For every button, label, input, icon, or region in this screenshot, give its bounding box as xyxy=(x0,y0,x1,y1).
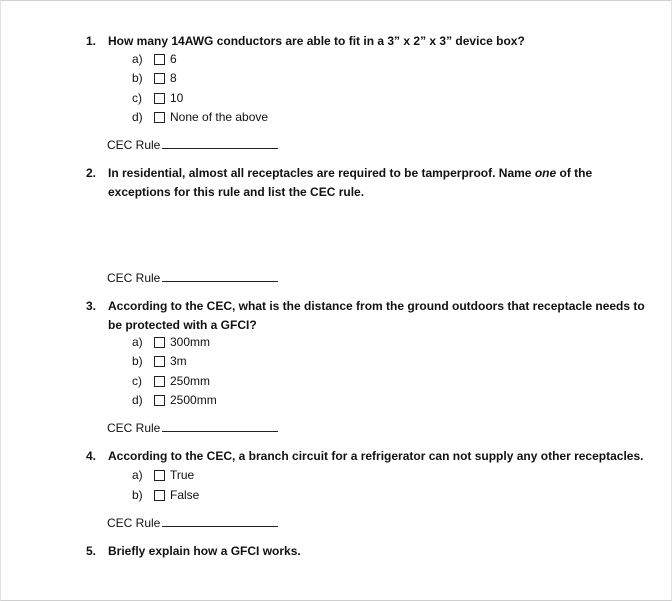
option-label: False xyxy=(170,488,200,502)
question-3 xyxy=(86,297,656,335)
checkbox-icon[interactable] xyxy=(154,376,165,387)
cec-rule-blank[interactable] xyxy=(162,514,278,527)
question-2 xyxy=(86,164,656,202)
cec-rule-label: CEC Rule xyxy=(107,138,161,152)
cec-rule-4 xyxy=(107,514,278,532)
question-text: In residential, almost all receptacles are required to be tamperproof. Name one of the exceptions for this rule and list the CEC rule. xyxy=(108,166,593,199)
checkbox-icon[interactable] xyxy=(154,112,165,123)
question-text: Briefly explain how a GFCI works. xyxy=(108,544,301,558)
option-label: None of the above xyxy=(170,110,269,124)
checkbox-icon[interactable] xyxy=(154,470,165,481)
question-text: According to the CEC, a branch circuit for a refrigerator can not supply any other receptacles. xyxy=(108,449,644,463)
cec-rule-1 xyxy=(107,136,278,154)
question-number: 4. xyxy=(86,449,97,463)
option-letter: d) xyxy=(132,393,143,407)
checkbox-icon[interactable] xyxy=(154,490,165,501)
checkbox-icon[interactable] xyxy=(154,93,165,104)
cec-rule-3 xyxy=(107,419,278,437)
cec-rule-blank[interactable] xyxy=(162,269,278,282)
question-emphasis: one xyxy=(534,166,557,180)
question-text: According to the CEC, what is the distance from the ground outdoors that receptacle needs to be protected with a GFCI? xyxy=(108,299,645,332)
cec-rule-blank[interactable] xyxy=(162,419,278,432)
cec-rule-label: CEC Rule xyxy=(107,271,161,285)
option-letter: d) xyxy=(132,110,143,124)
option-label: 250mm xyxy=(170,374,211,388)
option-label: 8 xyxy=(170,71,177,85)
question-4 xyxy=(86,447,656,466)
checkbox-icon[interactable] xyxy=(154,356,165,367)
question-5 xyxy=(86,542,656,561)
option-letter: a) xyxy=(132,52,143,66)
option-letter: a) xyxy=(132,468,143,482)
option-label: 3m xyxy=(170,354,187,368)
checkbox-icon[interactable] xyxy=(154,337,165,348)
checkbox-icon[interactable] xyxy=(154,54,165,65)
checkbox-icon[interactable] xyxy=(154,73,165,84)
cec-rule-2 xyxy=(107,269,278,287)
option-letter: b) xyxy=(132,354,143,368)
cec-rule-label: CEC Rule xyxy=(107,516,161,530)
question-number: 2. xyxy=(86,166,97,180)
cec-rule-blank[interactable] xyxy=(162,136,278,149)
option-label: 6 xyxy=(170,52,177,66)
option-letter: b) xyxy=(132,71,143,85)
option-letter: c) xyxy=(132,91,142,105)
option-label: 10 xyxy=(170,91,184,105)
question-number: 3. xyxy=(86,299,97,313)
option-label: True xyxy=(170,468,195,482)
option-label: 300mm xyxy=(170,335,211,349)
question-number: 1. xyxy=(86,34,97,48)
question-number: 5. xyxy=(86,544,97,558)
question-text: How many 14AWG conductors are able to fit in a 3” x 2” x 3” device box? xyxy=(108,34,525,48)
option-label: 2500mm xyxy=(170,393,217,407)
option-letter: a) xyxy=(132,335,143,349)
question-1 xyxy=(86,32,656,51)
cec-rule-label: CEC Rule xyxy=(107,421,161,435)
checkbox-icon[interactable] xyxy=(154,395,165,406)
option-letter: b) xyxy=(132,488,143,502)
option-letter: c) xyxy=(132,374,142,388)
